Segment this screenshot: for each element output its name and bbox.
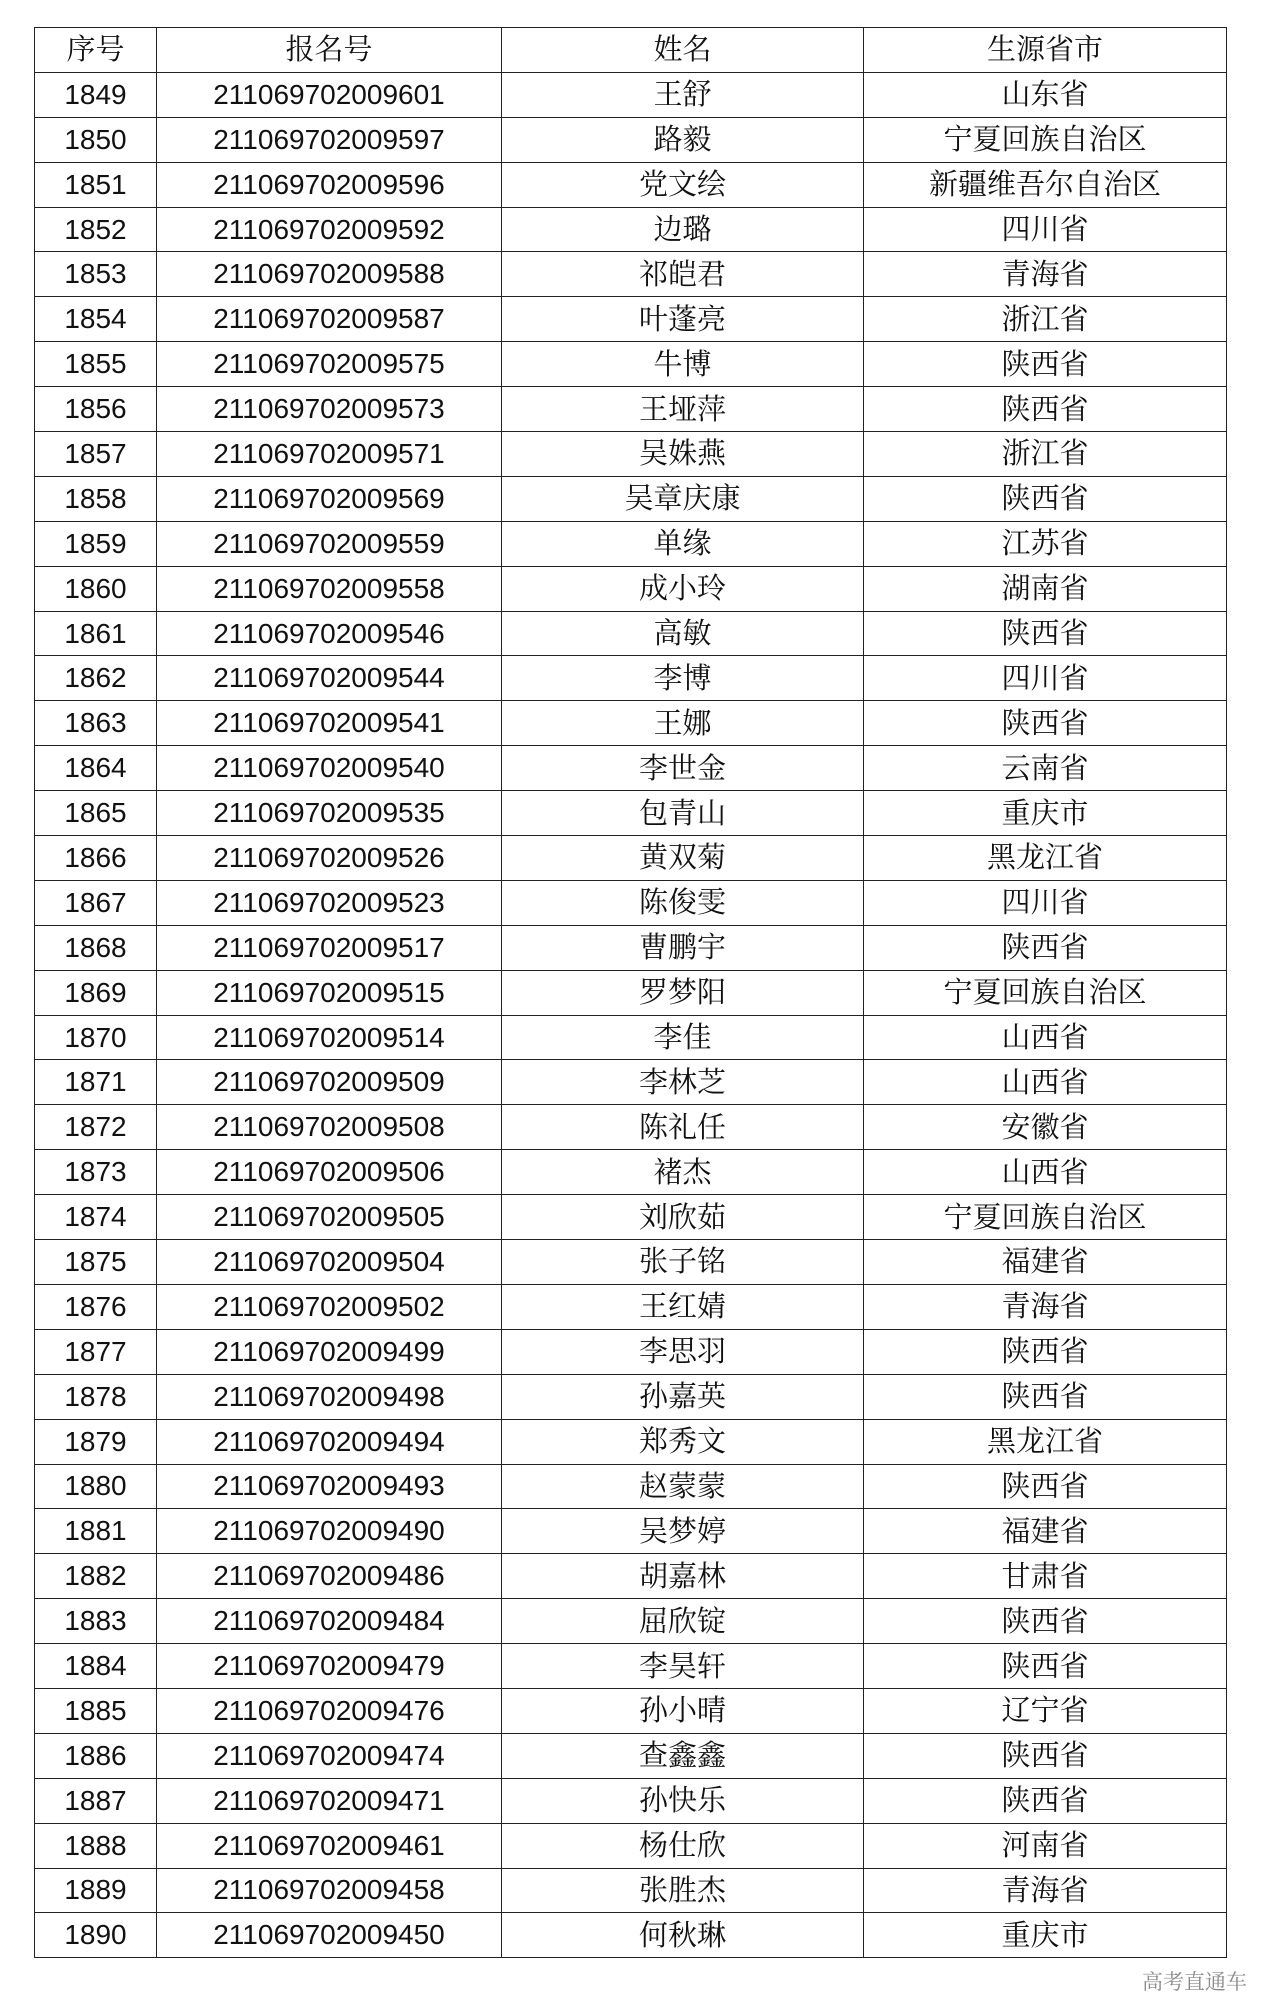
registration-number-cell: 211069702009571 bbox=[157, 432, 502, 477]
serial-number-cell: 1863 bbox=[35, 701, 157, 746]
table-row bbox=[35, 656, 1227, 701]
registration-number-cell: 211069702009526 bbox=[157, 836, 502, 881]
serial-number-cell: 1864 bbox=[35, 746, 157, 791]
serial-number-cell: 1887 bbox=[35, 1778, 157, 1823]
province-cell: 云南省 bbox=[864, 746, 1227, 791]
registration-number-cell: 211069702009476 bbox=[157, 1688, 502, 1733]
table-body bbox=[35, 72, 1227, 1957]
name-cell: 王红婧 bbox=[502, 1284, 864, 1329]
registration-number-cell: 211069702009514 bbox=[157, 1015, 502, 1060]
serial-number-cell: 1888 bbox=[35, 1823, 157, 1868]
table-row bbox=[35, 342, 1227, 387]
table-row bbox=[35, 1150, 1227, 1195]
registration-number-cell: 211069702009458 bbox=[157, 1868, 502, 1913]
table-row bbox=[35, 1644, 1227, 1689]
name-cell: 吴章庆康 bbox=[502, 476, 864, 521]
table-row bbox=[35, 1374, 1227, 1419]
name-cell: 高敏 bbox=[502, 611, 864, 656]
name-cell: 曹鹏宇 bbox=[502, 925, 864, 970]
province-cell: 宁夏回族自治区 bbox=[864, 117, 1227, 162]
serial-number-cell: 1875 bbox=[35, 1240, 157, 1285]
name-cell: 郑秀文 bbox=[502, 1419, 864, 1464]
table-row bbox=[35, 701, 1227, 746]
name-cell: 牛博 bbox=[502, 342, 864, 387]
table-row bbox=[35, 836, 1227, 881]
watermark-text: 高考直通车 bbox=[1142, 1970, 1247, 1994]
table-row bbox=[35, 1599, 1227, 1644]
province-cell: 陕西省 bbox=[864, 701, 1227, 746]
table-row bbox=[35, 162, 1227, 207]
registration-number-cell: 211069702009509 bbox=[157, 1060, 502, 1105]
registration-number-cell: 211069702009559 bbox=[157, 521, 502, 566]
registration-number-cell: 211069702009471 bbox=[157, 1778, 502, 1823]
registration-number-cell: 211069702009597 bbox=[157, 117, 502, 162]
province-cell: 山西省 bbox=[864, 1150, 1227, 1195]
province-cell: 辽宁省 bbox=[864, 1688, 1227, 1733]
name-cell: 党文绘 bbox=[502, 162, 864, 207]
table-row bbox=[35, 1015, 1227, 1060]
table-row bbox=[35, 432, 1227, 477]
registration-number-cell: 211069702009523 bbox=[157, 880, 502, 925]
name-cell: 罗梦阳 bbox=[502, 970, 864, 1015]
header-province: 生源省市 bbox=[864, 28, 1227, 73]
registration-number-cell: 211069702009474 bbox=[157, 1733, 502, 1778]
table-row bbox=[35, 1868, 1227, 1913]
serial-number-cell: 1876 bbox=[35, 1284, 157, 1329]
table-row bbox=[35, 1105, 1227, 1150]
table-row bbox=[35, 925, 1227, 970]
province-cell: 山西省 bbox=[864, 1015, 1227, 1060]
province-cell: 黑龙江省 bbox=[864, 836, 1227, 881]
province-cell: 河南省 bbox=[864, 1823, 1227, 1868]
registration-number-cell: 211069702009493 bbox=[157, 1464, 502, 1509]
province-cell: 青海省 bbox=[864, 252, 1227, 297]
serial-number-cell: 1881 bbox=[35, 1509, 157, 1554]
name-cell: 刘欣茹 bbox=[502, 1195, 864, 1240]
table-header bbox=[35, 28, 1227, 73]
registration-number-cell: 211069702009546 bbox=[157, 611, 502, 656]
province-cell: 重庆市 bbox=[864, 791, 1227, 836]
registration-number-cell: 211069702009498 bbox=[157, 1374, 502, 1419]
province-cell: 山东省 bbox=[864, 72, 1227, 117]
serial-number-cell: 1890 bbox=[35, 1913, 157, 1958]
province-cell: 黑龙江省 bbox=[864, 1419, 1227, 1464]
province-cell: 浙江省 bbox=[864, 297, 1227, 342]
registration-number-cell: 211069702009505 bbox=[157, 1195, 502, 1240]
registration-number-cell: 211069702009490 bbox=[157, 1509, 502, 1554]
name-cell: 张子铭 bbox=[502, 1240, 864, 1285]
registration-number-cell: 211069702009540 bbox=[157, 746, 502, 791]
province-cell: 陕西省 bbox=[864, 476, 1227, 521]
serial-number-cell: 1871 bbox=[35, 1060, 157, 1105]
header-row bbox=[35, 28, 1227, 73]
table-row bbox=[35, 746, 1227, 791]
province-cell: 陕西省 bbox=[864, 1733, 1227, 1778]
province-cell: 新疆维吾尔自治区 bbox=[864, 162, 1227, 207]
registration-number-cell: 211069702009517 bbox=[157, 925, 502, 970]
province-cell: 浙江省 bbox=[864, 432, 1227, 477]
table-row bbox=[35, 476, 1227, 521]
name-cell: 叶蓬亮 bbox=[502, 297, 864, 342]
name-cell: 单缘 bbox=[502, 521, 864, 566]
table-row bbox=[35, 1913, 1227, 1958]
serial-number-cell: 1855 bbox=[35, 342, 157, 387]
registration-number-cell: 211069702009484 bbox=[157, 1599, 502, 1644]
registration-number-cell: 211069702009502 bbox=[157, 1284, 502, 1329]
province-cell: 宁夏回族自治区 bbox=[864, 1195, 1227, 1240]
province-cell: 青海省 bbox=[864, 1284, 1227, 1329]
name-cell: 边璐 bbox=[502, 207, 864, 252]
name-cell: 褚杰 bbox=[502, 1150, 864, 1195]
name-cell: 李世金 bbox=[502, 746, 864, 791]
province-cell: 重庆市 bbox=[864, 1913, 1227, 1958]
serial-number-cell: 1861 bbox=[35, 611, 157, 656]
name-cell: 黄双菊 bbox=[502, 836, 864, 881]
province-cell: 陕西省 bbox=[864, 925, 1227, 970]
admission-list-table bbox=[34, 27, 1227, 1958]
province-cell: 甘肃省 bbox=[864, 1554, 1227, 1599]
serial-number-cell: 1886 bbox=[35, 1733, 157, 1778]
table-row bbox=[35, 72, 1227, 117]
registration-number-cell: 211069702009494 bbox=[157, 1419, 502, 1464]
table-row bbox=[35, 1688, 1227, 1733]
province-cell: 陕西省 bbox=[864, 1329, 1227, 1374]
name-cell: 李佳 bbox=[502, 1015, 864, 1060]
registration-number-cell: 211069702009544 bbox=[157, 656, 502, 701]
serial-number-cell: 1878 bbox=[35, 1374, 157, 1419]
table-row bbox=[35, 791, 1227, 836]
serial-number-cell: 1870 bbox=[35, 1015, 157, 1060]
province-cell: 福建省 bbox=[864, 1509, 1227, 1554]
serial-number-cell: 1872 bbox=[35, 1105, 157, 1150]
serial-number-cell: 1880 bbox=[35, 1464, 157, 1509]
province-cell: 陕西省 bbox=[864, 1464, 1227, 1509]
name-cell: 何秋琳 bbox=[502, 1913, 864, 1958]
province-cell: 安徽省 bbox=[864, 1105, 1227, 1150]
province-cell: 四川省 bbox=[864, 880, 1227, 925]
serial-number-cell: 1852 bbox=[35, 207, 157, 252]
header-registration-number: 报名号 bbox=[157, 28, 502, 73]
table-row bbox=[35, 387, 1227, 432]
name-cell: 祁皑君 bbox=[502, 252, 864, 297]
name-cell: 包青山 bbox=[502, 791, 864, 836]
serial-number-cell: 1879 bbox=[35, 1419, 157, 1464]
registration-number-cell: 211069702009541 bbox=[157, 701, 502, 746]
name-cell: 李博 bbox=[502, 656, 864, 701]
table-row bbox=[35, 611, 1227, 656]
name-cell: 陈俊雯 bbox=[502, 880, 864, 925]
name-cell: 孙嘉英 bbox=[502, 1374, 864, 1419]
serial-number-cell: 1873 bbox=[35, 1150, 157, 1195]
name-cell: 成小玲 bbox=[502, 566, 864, 611]
serial-number-cell: 1868 bbox=[35, 925, 157, 970]
table-row bbox=[35, 297, 1227, 342]
name-cell: 赵蒙蒙 bbox=[502, 1464, 864, 1509]
province-cell: 陕西省 bbox=[864, 342, 1227, 387]
serial-number-cell: 1882 bbox=[35, 1554, 157, 1599]
registration-number-cell: 211069702009558 bbox=[157, 566, 502, 611]
table-row bbox=[35, 1195, 1227, 1240]
table-row bbox=[35, 1060, 1227, 1105]
serial-number-cell: 1851 bbox=[35, 162, 157, 207]
serial-number-cell: 1866 bbox=[35, 836, 157, 881]
province-cell: 江苏省 bbox=[864, 521, 1227, 566]
serial-number-cell: 1859 bbox=[35, 521, 157, 566]
name-cell: 陈礼任 bbox=[502, 1105, 864, 1150]
name-cell: 吴姝燕 bbox=[502, 432, 864, 477]
registration-number-cell: 211069702009479 bbox=[157, 1644, 502, 1689]
name-cell: 胡嘉林 bbox=[502, 1554, 864, 1599]
name-cell: 吴梦婷 bbox=[502, 1509, 864, 1554]
registration-number-cell: 211069702009499 bbox=[157, 1329, 502, 1374]
province-cell: 福建省 bbox=[864, 1240, 1227, 1285]
registration-number-cell: 211069702009450 bbox=[157, 1913, 502, 1958]
province-cell: 陕西省 bbox=[864, 1374, 1227, 1419]
serial-number-cell: 1874 bbox=[35, 1195, 157, 1240]
name-cell: 王垭萍 bbox=[502, 387, 864, 432]
name-cell: 李林芝 bbox=[502, 1060, 864, 1105]
registration-number-cell: 211069702009592 bbox=[157, 207, 502, 252]
table-row bbox=[35, 880, 1227, 925]
serial-number-cell: 1877 bbox=[35, 1329, 157, 1374]
table-row bbox=[35, 1509, 1227, 1554]
name-cell: 查鑫鑫 bbox=[502, 1733, 864, 1778]
serial-number-cell: 1856 bbox=[35, 387, 157, 432]
province-cell: 山西省 bbox=[864, 1060, 1227, 1105]
serial-number-cell: 1860 bbox=[35, 566, 157, 611]
table-row bbox=[35, 1554, 1227, 1599]
registration-number-cell: 211069702009573 bbox=[157, 387, 502, 432]
province-cell: 陕西省 bbox=[864, 1778, 1227, 1823]
serial-number-cell: 1884 bbox=[35, 1644, 157, 1689]
table-row bbox=[35, 521, 1227, 566]
serial-number-cell: 1869 bbox=[35, 970, 157, 1015]
province-cell: 青海省 bbox=[864, 1868, 1227, 1913]
serial-number-cell: 1858 bbox=[35, 476, 157, 521]
name-cell: 张胜杰 bbox=[502, 1868, 864, 1913]
serial-number-cell: 1883 bbox=[35, 1599, 157, 1644]
table-row bbox=[35, 1823, 1227, 1868]
serial-number-cell: 1862 bbox=[35, 656, 157, 701]
registration-number-cell: 211069702009486 bbox=[157, 1554, 502, 1599]
province-cell: 陕西省 bbox=[864, 1644, 1227, 1689]
province-cell: 四川省 bbox=[864, 656, 1227, 701]
registration-number-cell: 211069702009575 bbox=[157, 342, 502, 387]
name-cell: 孙小晴 bbox=[502, 1688, 864, 1733]
name-cell: 杨仕欣 bbox=[502, 1823, 864, 1868]
name-cell: 路毅 bbox=[502, 117, 864, 162]
province-cell: 四川省 bbox=[864, 207, 1227, 252]
name-cell: 李昊轩 bbox=[502, 1644, 864, 1689]
registration-number-cell: 211069702009535 bbox=[157, 791, 502, 836]
serial-number-cell: 1854 bbox=[35, 297, 157, 342]
name-cell: 李思羽 bbox=[502, 1329, 864, 1374]
serial-number-cell: 1853 bbox=[35, 252, 157, 297]
serial-number-cell: 1849 bbox=[35, 72, 157, 117]
province-cell: 陕西省 bbox=[864, 1599, 1227, 1644]
registration-number-cell: 211069702009515 bbox=[157, 970, 502, 1015]
registration-number-cell: 211069702009504 bbox=[157, 1240, 502, 1285]
name-cell: 孙快乐 bbox=[502, 1778, 864, 1823]
registration-number-cell: 211069702009587 bbox=[157, 297, 502, 342]
serial-number-cell: 1889 bbox=[35, 1868, 157, 1913]
serial-number-cell: 1857 bbox=[35, 432, 157, 477]
header-serial-number: 序号 bbox=[35, 28, 157, 73]
table-row bbox=[35, 207, 1227, 252]
serial-number-cell: 1865 bbox=[35, 791, 157, 836]
table-row bbox=[35, 1419, 1227, 1464]
registration-number-cell: 211069702009461 bbox=[157, 1823, 502, 1868]
serial-number-cell: 1885 bbox=[35, 1688, 157, 1733]
table-row bbox=[35, 1778, 1227, 1823]
table-row bbox=[35, 970, 1227, 1015]
serial-number-cell: 1850 bbox=[35, 117, 157, 162]
province-cell: 湖南省 bbox=[864, 566, 1227, 611]
header-name: 姓名 bbox=[502, 28, 864, 73]
province-cell: 陕西省 bbox=[864, 387, 1227, 432]
registration-number-cell: 211069702009506 bbox=[157, 1150, 502, 1195]
table-row bbox=[35, 1240, 1227, 1285]
table-row bbox=[35, 1733, 1227, 1778]
province-cell: 宁夏回族自治区 bbox=[864, 970, 1227, 1015]
registration-number-cell: 211069702009588 bbox=[157, 252, 502, 297]
table-row bbox=[35, 1284, 1227, 1329]
province-cell: 陕西省 bbox=[864, 611, 1227, 656]
table-row bbox=[35, 252, 1227, 297]
name-cell: 屈欣锭 bbox=[502, 1599, 864, 1644]
table-row bbox=[35, 1464, 1227, 1509]
registration-number-cell: 211069702009508 bbox=[157, 1105, 502, 1150]
registration-number-cell: 211069702009596 bbox=[157, 162, 502, 207]
name-cell: 王舒 bbox=[502, 72, 864, 117]
table-row bbox=[35, 566, 1227, 611]
name-cell: 王娜 bbox=[502, 701, 864, 746]
registration-number-cell: 211069702009569 bbox=[157, 476, 502, 521]
table-row bbox=[35, 1329, 1227, 1374]
table-row bbox=[35, 117, 1227, 162]
registration-number-cell: 211069702009601 bbox=[157, 72, 502, 117]
serial-number-cell: 1867 bbox=[35, 880, 157, 925]
